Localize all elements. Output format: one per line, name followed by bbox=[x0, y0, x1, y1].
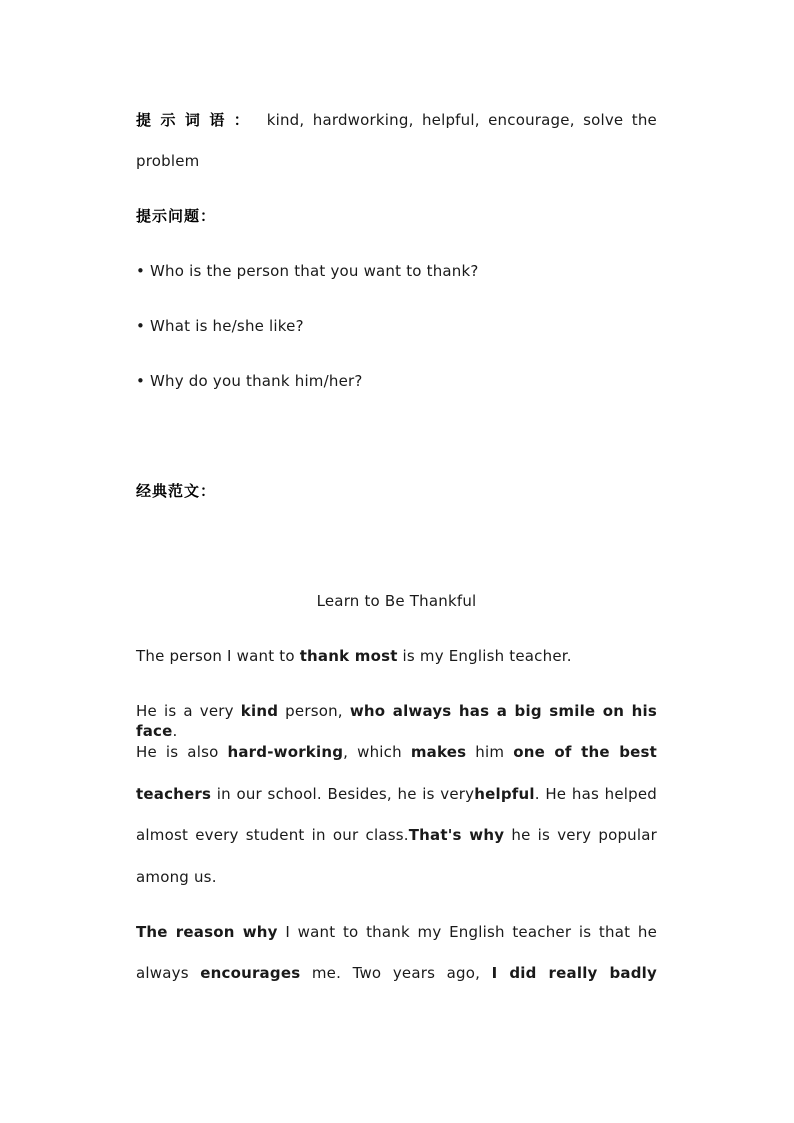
hint-questions-label bbox=[136, 206, 657, 226]
essay-paragraph-2-line-5: among us. bbox=[136, 868, 217, 886]
text-run: He is also bbox=[136, 743, 228, 761]
essay-paragraph-2-line-1 bbox=[136, 701, 657, 741]
hint-words-line-2: problem bbox=[136, 152, 200, 170]
text-run: . He has helped bbox=[534, 785, 657, 803]
bold-phrase: I did really badly bbox=[491, 964, 657, 982]
text-run: , which bbox=[343, 743, 411, 761]
text-run: almost every student in our class. bbox=[136, 826, 409, 844]
bold-phrase: makes bbox=[410, 743, 467, 761]
bold-phrase: That's why bbox=[408, 826, 505, 844]
text-run: him bbox=[466, 743, 514, 761]
text-run: always bbox=[136, 964, 201, 982]
hint-question-item: • Who is the person that you want to thank? bbox=[136, 262, 479, 280]
essay-title: Learn to Be Thankful bbox=[316, 592, 477, 610]
bold-phrase: helpful bbox=[474, 785, 535, 803]
hint-words-label: 提示词语： bbox=[136, 111, 259, 129]
essay-paragraph-2-line-2 bbox=[136, 742, 657, 762]
text-run: in our school. Besides, he is very bbox=[211, 785, 475, 803]
essay-paragraph-2-line-4 bbox=[136, 825, 657, 845]
essay-paragraph-2-line-3 bbox=[136, 784, 657, 804]
bold-phrase: kind bbox=[240, 702, 279, 720]
essay-paragraph-3-line-2 bbox=[136, 963, 657, 983]
hint-question-item: • What is he/she like? bbox=[136, 317, 304, 335]
text-run: I want to thank my English teacher is that he bbox=[277, 923, 657, 941]
text-run: he is very popular bbox=[504, 826, 657, 844]
hint-words-text: kind, hardworking, helpful, encourage, solve the bbox=[266, 111, 657, 129]
bold-phrase: teachers bbox=[136, 785, 212, 803]
bold-phrase: The reason why bbox=[136, 923, 278, 941]
bold-phrase: hard-working bbox=[227, 743, 344, 761]
model-essay-label-text: 经典范文： bbox=[136, 482, 217, 500]
bold-phrase: one of the best bbox=[513, 743, 658, 761]
essay-paragraph-3-line-1 bbox=[136, 922, 657, 942]
hint-question-item: • Why do you thank him/her? bbox=[136, 372, 363, 390]
essay-paragraph-1 bbox=[136, 646, 657, 666]
hint-questions-label-text: 提示问题： bbox=[136, 207, 217, 225]
model-essay-label bbox=[136, 481, 657, 501]
hint-words-line bbox=[136, 110, 657, 130]
bold-phrase: thank most bbox=[299, 647, 398, 665]
text-run: The person I want to bbox=[136, 647, 300, 665]
bold-phrase: who always has a big smile on his face bbox=[136, 702, 657, 740]
text-run: He is a very bbox=[136, 702, 241, 720]
bold-phrase: encourages bbox=[200, 964, 301, 982]
text-run: me. Two years ago, bbox=[300, 964, 492, 982]
text-run: . bbox=[172, 722, 178, 740]
text-run: is my English teacher. bbox=[397, 647, 572, 665]
text-run: person, bbox=[278, 702, 350, 720]
